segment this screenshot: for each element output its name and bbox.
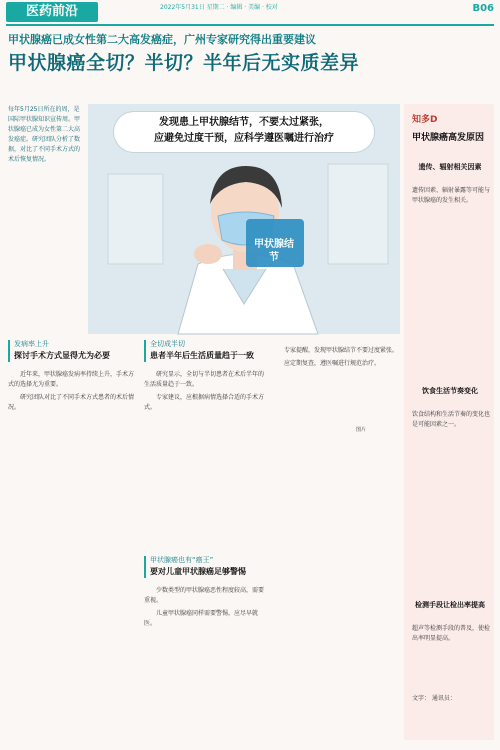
sidebar-title: 甲状腺癌高发原因 bbox=[412, 133, 485, 143]
sidebar-text: 超声等检测手段的普及，使检出率明显提高。 bbox=[412, 625, 491, 642]
paragraph: 应定期复查，遵医嘱进行规范治疗。 bbox=[284, 360, 381, 367]
sidebar-box bbox=[404, 104, 494, 740]
paragraph: 儿童甲状腺癌同样需要警惕，应尽早就医。 bbox=[144, 610, 259, 627]
section-header bbox=[144, 556, 264, 580]
page-header bbox=[0, 0, 500, 24]
sidebar-text: 饮食结构和生活节奏的变化也是可能因素之一。 bbox=[412, 411, 491, 428]
main-headline: 甲状腺癌全切？半切？半年后无实质差异 bbox=[8, 52, 360, 74]
section-header bbox=[144, 340, 264, 364]
paragraph: 专家建议，应根据病情选择合适的手术方式。 bbox=[144, 394, 265, 411]
article-column bbox=[272, 346, 398, 740]
article-column bbox=[144, 370, 264, 550]
section-brand: 医药前沿 bbox=[6, 2, 98, 22]
paragraph: 研究显示，全切与半切患者在术后半年的生活质量趋于一致。 bbox=[144, 371, 265, 388]
image-caption: 图片 bbox=[356, 427, 367, 433]
article-column bbox=[8, 370, 138, 740]
paragraph: 少数类型的甲状腺癌恶性程度较高，需要重视。 bbox=[144, 587, 265, 604]
sidebar-subhead: 检测手段让检出率提高 bbox=[415, 601, 485, 609]
edition-info: 2022年5月31日 星期二 · 编辑 · 美编 · 校对 bbox=[160, 4, 278, 11]
section-bar bbox=[8, 340, 10, 362]
sidebar-subhead: 遗传、辐射相关因素 bbox=[418, 163, 482, 171]
header-rule bbox=[6, 24, 494, 26]
hero-banner bbox=[114, 112, 374, 152]
section-subtitle: 甲状腺癌也有“癌王” bbox=[150, 556, 214, 564]
article-column bbox=[144, 586, 264, 740]
sidebar-text: 遗传因素、辐射暴露等可能与甲状腺癌的发生相关。 bbox=[412, 187, 491, 204]
banner-line-1: 发现患上甲状腺结节，不要太过紧张， bbox=[159, 117, 329, 128]
thyroid-nodule-label: 甲状腺结节 bbox=[254, 239, 294, 263]
section-subtitle: 发病率上升 bbox=[14, 340, 49, 348]
section-subtitle: 全切成半切 bbox=[150, 340, 185, 348]
paragraph: 近年来，甲状腺癌发病率持续上升，手术方式的选择尤为重要。 bbox=[8, 371, 135, 388]
section-title: 要对儿童甲状腺癌足够警惕 bbox=[150, 567, 246, 576]
section-title: 探讨手术方式显得尤为必要 bbox=[14, 351, 110, 360]
section-bar bbox=[144, 340, 146, 362]
banner-line-2: 应避免过度干预，应科学遵医嘱进行治疗 bbox=[154, 133, 334, 144]
section-bar bbox=[144, 556, 146, 578]
section-title: 患者半年后生活质量趋于一致 bbox=[150, 351, 254, 360]
page-number: B06 bbox=[472, 3, 494, 14]
credits: 文字： 通讯员： bbox=[412, 695, 456, 702]
headline-kicker: 甲状腺癌已成女性第二大高发癌症，广州专家研究得出重要建议 bbox=[8, 33, 316, 46]
section-header bbox=[8, 340, 138, 364]
sidebar-subhead: 饮食生活节奏变化 bbox=[422, 387, 478, 395]
sidebar-tag: 知多D bbox=[412, 115, 438, 125]
paragraph: 研究团队对比了不同手术方式患者的术后情况。 bbox=[8, 394, 135, 411]
intro-text: 每年5月25日所在的周，是国际甲状腺知识宣传周。甲状腺癌已成为女性第二大高发癌症。研究团队分析了数据，对比了不同手术方式的术后恢复情况。 bbox=[8, 106, 81, 163]
paragraph: 专家提醒，发现甲状腺结节不要过度紧张。 bbox=[284, 347, 399, 354]
